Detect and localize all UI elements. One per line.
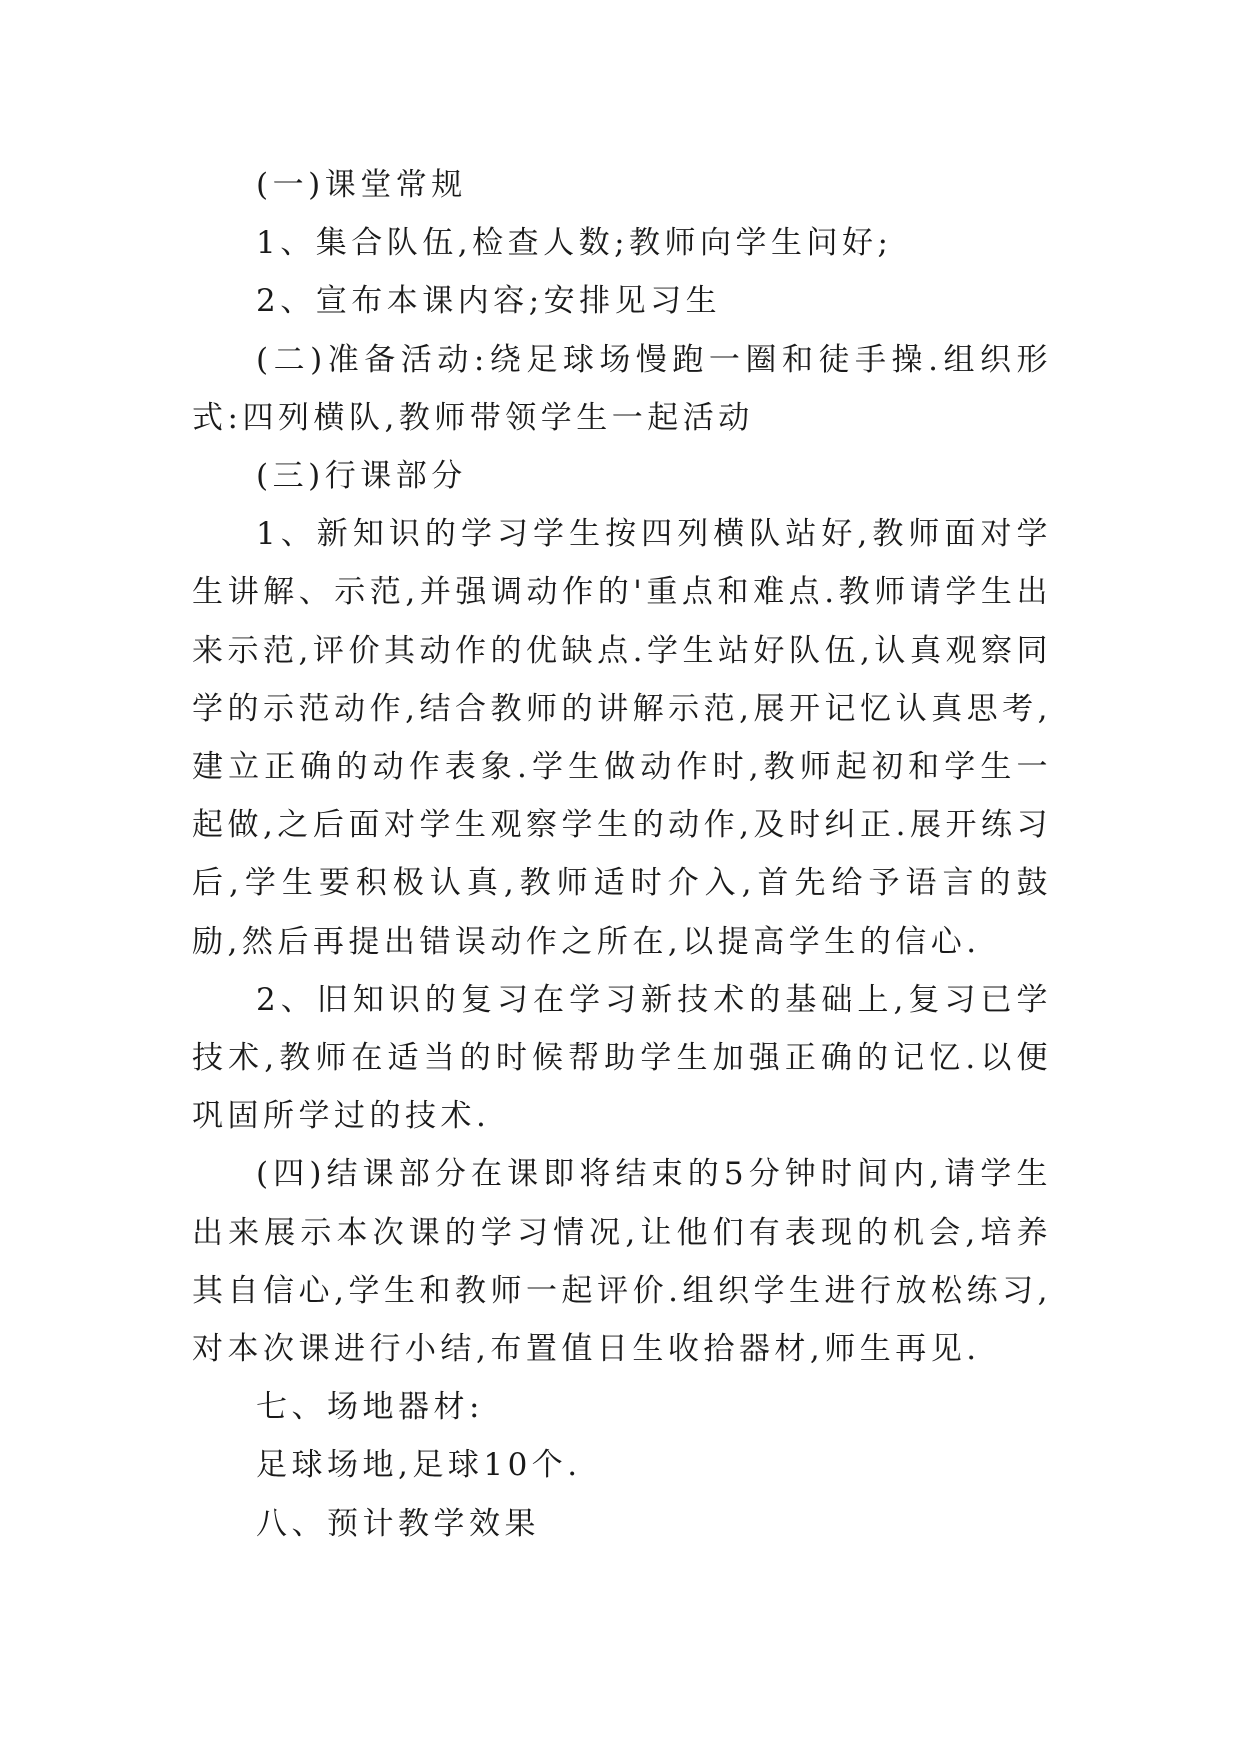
paragraph-review: 2、旧知识的复习在学习新技术的基础上,复习已学技术,教师在适当的时候帮助学生加强正确的记忆.以便巩固所学过的技术. (192, 981, 1052, 1135)
document-body (192, 156, 1052, 1553)
heading-classroom-routine: (一)课堂常规 (256, 167, 467, 203)
paragraph-closing: (四)结课部分在课即将结束的5分钟时间内,请学生出来展示本次课的学习情况,让他们有表现的机会,培养其自信心,学生和教师一起评价.组织学生进行放松练习,对本次课进行小结,布置值日生收拾器材,师生再见. (192, 1156, 1052, 1368)
heading-expected-effect: 八、预计教学效果 (256, 1505, 540, 1542)
paragraph-warmup: (二)准备活动:绕足球场慢跑一圈和徒手操.组织形式:四列横队,教师带领学生一起活动 (192, 341, 1052, 436)
paragraph-announce: 2、宣布本课内容;安排见习生 (256, 283, 722, 320)
paragraph-assemble: 1、集合队伍,检查人数;教师向学生问好; (256, 225, 893, 262)
paragraph-equipment-list: 足球场地,足球10个. (256, 1447, 582, 1484)
paragraph-new-knowledge: 1、新知识的学习学生按四列横队站好,教师面对学生讲解、示范,并强调动作的'重点和难点.教师请学生出来示范,评价其动作的优缺点.学生站好队伍,认真观察同学的示范动作,结合教师的讲解示范,展开记忆认真思考,建立正确的动作表象.学生做动作时,教师起初和学生一起做,之后面对学生观察学生的动作,及时纠正.展开练习后,学生要积极认真,教师适时介入,首先给予语言的鼓励,然后再提出错误动作之所在,以提高学生的信心. (192, 516, 1052, 960)
heading-lesson-part: (三)行课部分 (256, 458, 467, 495)
heading-venue-equipment: 七、场地器材: (256, 1389, 484, 1426)
